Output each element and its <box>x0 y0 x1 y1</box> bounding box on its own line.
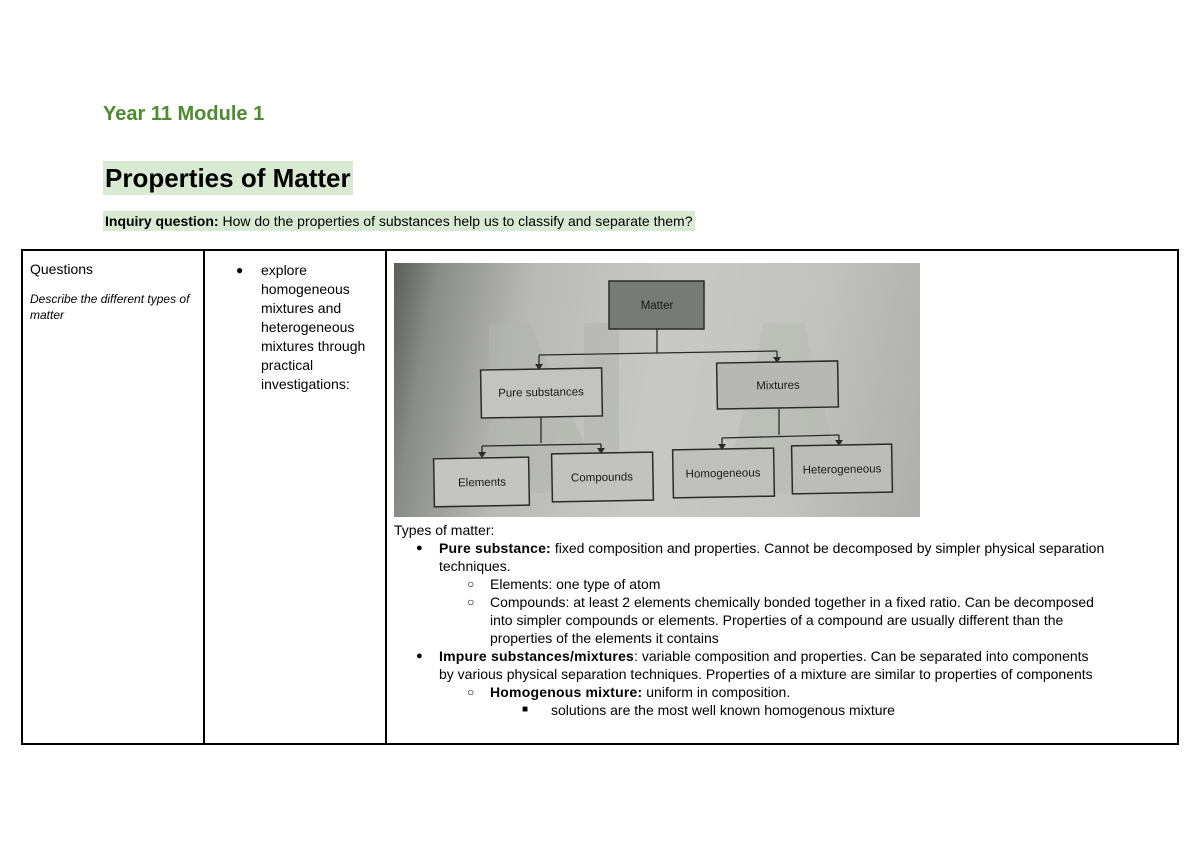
list-item <box>394 647 1107 719</box>
outcome-item <box>205 261 385 394</box>
question-description: Describe the different types of matter <box>30 292 190 322</box>
inquiry-question <box>103 211 695 231</box>
notes-table <box>21 249 1179 745</box>
questions-label: Questions <box>30 261 94 277</box>
impure-sublist <box>439 683 1107 719</box>
bullet-icon: ○ <box>467 685 475 699</box>
homogenous-label: Homogenous mixture: <box>490 684 643 700</box>
list-item <box>394 701 1108 719</box>
list-item <box>394 593 1108 647</box>
bullet-icon: ○ <box>467 577 475 591</box>
pure-text: fixed composition and properties. Cannot be decomposed by simpler physical separation techniques. <box>439 540 1105 574</box>
solutions-text: solutions are the most well known homogenous mixture <box>551 702 895 718</box>
impure-label: Impure substances/mixtures <box>439 648 635 664</box>
homogenous-text: uniform in composition. <box>642 684 791 700</box>
bullet-icon: ■ <box>522 704 529 715</box>
inquiry-label: Inquiry question: <box>105 213 219 229</box>
outcomes-cell <box>205 251 385 743</box>
bullet-icon: ● <box>236 263 244 277</box>
bullet-icon: ○ <box>467 595 475 609</box>
notes-cell <box>387 251 1177 743</box>
diagram-root-label: Matter <box>640 300 674 312</box>
classification-diagram <box>394 263 920 517</box>
list-item <box>394 539 1107 647</box>
bullet-icon: ● <box>416 650 423 662</box>
bullet-icon: ● <box>416 542 423 554</box>
types-list <box>394 539 1170 719</box>
module-title: Year 11 Module 1 <box>103 103 265 125</box>
outcome-text: explore homogeneous mixtures and heterogeneous mixtures through practical investigations: <box>261 262 366 392</box>
matter-classification-photo <box>394 263 920 517</box>
elements-text: Elements: one type of atom <box>490 576 661 592</box>
diagram-pure-label: Pure substances <box>498 386 584 400</box>
pure-label: Pure substance: <box>439 540 551 556</box>
diagram-elements-label: Elements <box>457 476 507 490</box>
list-item <box>394 575 1108 593</box>
diagram-heterogeneous-label: Heterogeneous <box>802 463 882 477</box>
impure-text: : variable composition and properties. Can be separated into components by various physical separation techniques. Properties of a mixture are similar to properties of components <box>439 648 1093 682</box>
questions-cell <box>23 251 203 743</box>
pure-sublist <box>439 575 1107 647</box>
diagram-homogeneous-label: Homogeneous <box>685 467 761 481</box>
types-heading: Types of matter: <box>394 522 495 538</box>
list-item <box>394 683 1108 719</box>
diagram-compounds-label: Compounds <box>570 471 634 485</box>
page-title: Properties of Matter <box>105 163 351 193</box>
diagram-mixtures-label: Mixtures <box>756 379 800 393</box>
homogenous-sublist <box>490 701 1108 719</box>
compounds-text: Compounds: at least 2 elements chemically bonded together in a fixed ratio. Can be decomposed into simpler compounds or elements. Properties of a compound are usually different than the properties of the elements it contains <box>490 594 1094 646</box>
inquiry-text: How do the properties of substances help us to classify and separate them? <box>218 213 693 229</box>
